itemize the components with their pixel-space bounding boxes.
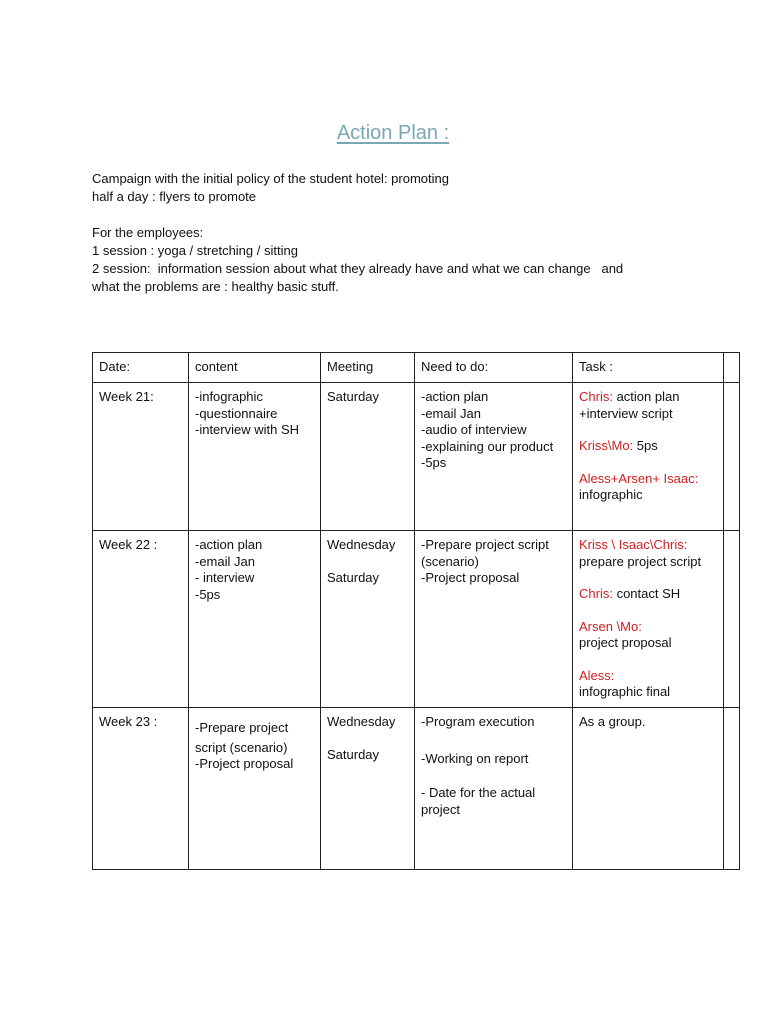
need-item: -5ps [421, 455, 447, 470]
cell-task [573, 531, 724, 708]
content-item: -Prepare project [195, 720, 289, 735]
cell-task [573, 383, 724, 531]
need-item: -action plan [421, 389, 489, 404]
cell-extra [724, 531, 740, 708]
task-text: As a group. [579, 714, 646, 729]
task-text: 5ps [633, 438, 658, 453]
task-assignment [579, 471, 717, 504]
task-assignment [579, 438, 717, 455]
table-row [93, 531, 740, 708]
task-text: project proposal [579, 635, 672, 650]
content-item: -interview with SH [195, 422, 300, 437]
need-item: -email Jan [421, 405, 481, 421]
header-content: content [189, 353, 321, 383]
table-row [93, 383, 740, 531]
task-text: contact SH [612, 586, 681, 601]
need-item: -audio of interview [421, 422, 527, 437]
cell-need-to-do [415, 708, 573, 870]
cell-content [189, 383, 321, 531]
cell-need-to-do [415, 383, 573, 531]
need-item: project [421, 801, 461, 817]
need-item: -Program execution [421, 714, 535, 729]
intro-line: For the employees: [92, 225, 204, 240]
header-extra [724, 353, 740, 383]
assignee: Chris: [579, 389, 613, 404]
task-assignment [579, 389, 717, 422]
cell-meeting [321, 708, 415, 870]
content-item: script (scenario) [195, 739, 288, 755]
task-text: infographic final [579, 684, 671, 699]
assignee: Aless: [579, 667, 615, 683]
need-item: (scenario) [421, 553, 479, 569]
task-text: action plan [612, 389, 680, 404]
cell-need-to-do [415, 531, 573, 708]
task-text: infographic [579, 487, 643, 502]
assignee: Aless+Arsen+ Isaac: [579, 470, 699, 486]
task-text: prepare project script [579, 553, 702, 569]
intro-text [92, 170, 712, 296]
cell-extra [724, 383, 740, 531]
header-meeting: Meeting [321, 353, 415, 383]
date-text: Week 22 : [99, 537, 158, 552]
need-item: - Date for the actual [421, 785, 536, 800]
cell-date [93, 708, 189, 870]
meeting-day: Wednesday [327, 537, 396, 552]
need-item: -Working on report [421, 750, 529, 766]
cell-meeting [321, 383, 415, 531]
content-item: -email Jan [195, 553, 255, 569]
need-item: -Project proposal [421, 570, 520, 585]
cell-content [189, 708, 321, 870]
header-date: Date: [93, 353, 189, 383]
task-assignment [579, 537, 717, 570]
content-item: -action plan [195, 537, 263, 552]
date-text: Week 21: [99, 389, 154, 404]
meeting-day: Saturday [327, 569, 380, 585]
cell-meeting [321, 531, 415, 708]
task-assignment [579, 586, 717, 603]
assignee: Chris: [579, 586, 613, 601]
header-task: Task : [573, 353, 724, 383]
assignee: Kriss \ Isaac\Chris: [579, 537, 688, 552]
date-text: Week 23 : [99, 714, 158, 729]
cell-date [93, 531, 189, 708]
intro-line: half a day : flyers to promote [92, 189, 257, 204]
intro-line: what the problems are : healthy basic stuff. [92, 279, 339, 294]
content-item: -5ps [195, 586, 221, 602]
intro-line: Campaign with the initial policy of the student hotel: promoting [92, 171, 449, 186]
task-text: +interview script [579, 405, 673, 421]
cell-extra [724, 708, 740, 870]
intro-line: 1 session : yoga / stretching / sitting [92, 243, 298, 258]
cell-task [573, 708, 724, 870]
content-item: -Project proposal [195, 756, 294, 771]
cell-date [93, 383, 189, 531]
task-assignment [579, 619, 717, 652]
intro-line: 2 session: information session about what they already have and what we can change and [92, 261, 624, 276]
content-item: - interview [195, 570, 255, 585]
meeting-day: Wednesday [327, 714, 396, 729]
cell-content [189, 531, 321, 708]
header-need-to-do: Need to do: [415, 353, 573, 383]
need-item: -Prepare project script [421, 537, 549, 552]
need-item: -explaining our product [421, 438, 554, 454]
page-title: Action Plan : [336, 122, 450, 144]
task-assignment [579, 668, 717, 701]
assignee: Arsen \Mo: [579, 618, 642, 634]
content-item: -questionnaire [195, 405, 278, 421]
content-item: -infographic [195, 389, 263, 404]
meeting-day: Saturday [327, 746, 380, 762]
assignee: Kriss\Mo: [579, 438, 634, 453]
table-row [93, 708, 740, 870]
meeting-day: Saturday [327, 389, 380, 404]
table-header-row [93, 353, 740, 383]
action-plan-table [92, 352, 740, 870]
